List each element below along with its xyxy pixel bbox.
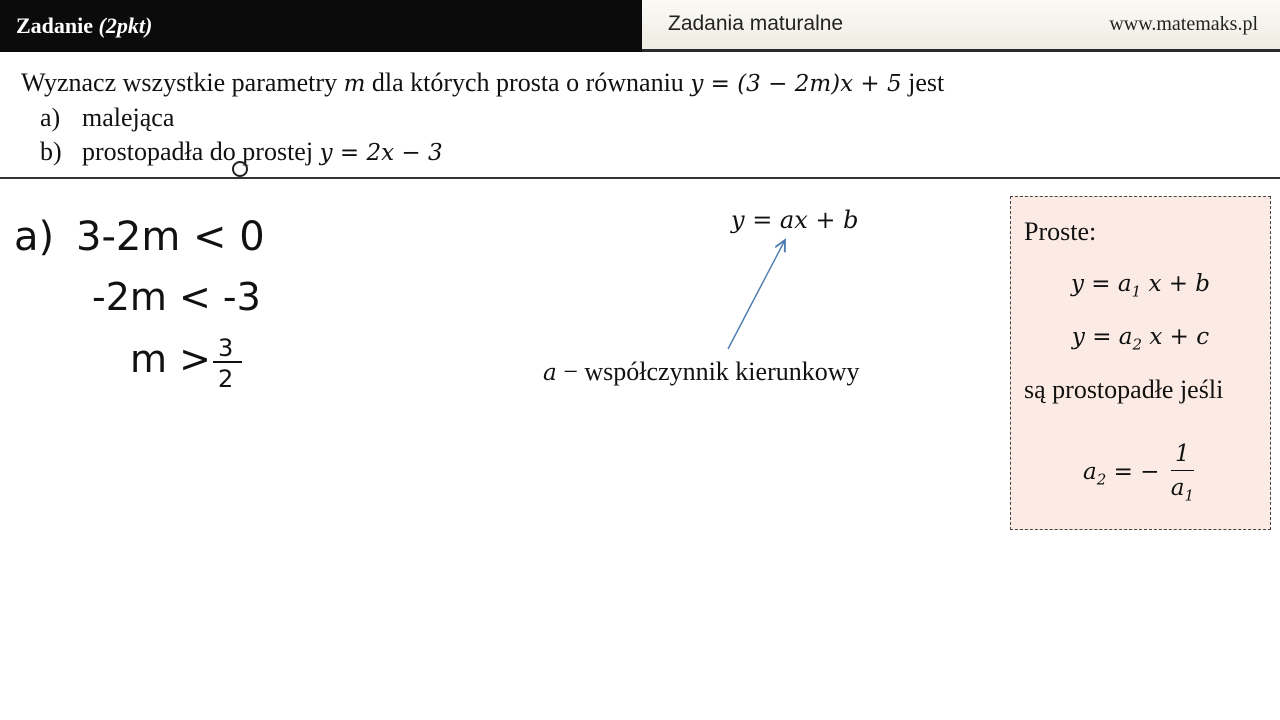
- hw-part-label: a): [14, 214, 55, 260]
- line2-lhs: y = a: [1071, 324, 1133, 350]
- line1-sub: 1: [1131, 282, 1142, 301]
- result-fraction: [1167, 441, 1198, 505]
- intro-text: Wyznacz wszystkie parametry: [21, 68, 338, 97]
- mouse-cursor: [232, 161, 248, 177]
- problem-equation: y = (3 − 2m)x + 5: [690, 71, 902, 97]
- box-title: Proste:: [1024, 217, 1097, 246]
- line2-rhs: x + c: [1149, 324, 1210, 350]
- item-equation: y = 2x − 3: [319, 140, 443, 166]
- site-url: www.matemaks.pl: [1109, 13, 1258, 35]
- problem-item-a: [21, 101, 944, 135]
- result-lhs-sub: 2: [1096, 470, 1107, 489]
- general-line-formula: y = ax + b: [731, 206, 859, 234]
- box-line-2: [1011, 324, 1270, 354]
- hw-line-2: -2m < -3: [92, 275, 261, 319]
- header-right: [642, 0, 1280, 52]
- coef-text: − współczynnik kierunkowy: [563, 357, 860, 386]
- result-num: 1: [1171, 441, 1194, 471]
- handwritten-solution: [0, 180, 300, 400]
- section-title: Zadania maturalne: [668, 12, 844, 35]
- problem-intro: [21, 66, 944, 101]
- mid-text: dla których prosta o równaniu: [371, 68, 684, 97]
- problem-item-b: [21, 135, 944, 170]
- item-label: b): [40, 137, 62, 166]
- task-label: Zadanie: [16, 13, 94, 38]
- hw-fraction-num: 3: [218, 334, 234, 362]
- box-result: [1011, 441, 1270, 505]
- param-symbol: m: [343, 71, 366, 97]
- problem-statement: [21, 66, 944, 170]
- item-text: prostopadła do prostej: [82, 137, 314, 166]
- coef-symbol: a: [543, 360, 557, 386]
- result-den: a: [1170, 475, 1185, 501]
- task-title: [0, 0, 642, 52]
- box-line-1: [1011, 271, 1270, 301]
- line2-sub: 2: [1132, 335, 1143, 354]
- line1-lhs: y = a: [1070, 271, 1132, 297]
- hw-fraction-den: 2: [218, 365, 234, 393]
- hw-line-3: m >: [130, 337, 211, 381]
- coefficient-label: [543, 357, 860, 387]
- task-points: (2pkt): [98, 13, 153, 38]
- result-lhs: a: [1082, 458, 1097, 485]
- line1-rhs: x + b: [1148, 271, 1211, 297]
- hw-line-1: 3-2m < 0: [76, 214, 265, 260]
- perpendicular-info-box: [1010, 196, 1271, 530]
- end-text: jest: [908, 68, 945, 97]
- item-text: malejąca: [82, 103, 175, 132]
- divider-line: [0, 177, 1280, 179]
- result-den-sub: 1: [1184, 486, 1194, 505]
- header-bar: [0, 0, 1280, 52]
- box-condition: są prostopadłe jeśli: [1024, 375, 1224, 404]
- result-eq: = −: [1113, 458, 1160, 485]
- item-label: a): [40, 103, 61, 132]
